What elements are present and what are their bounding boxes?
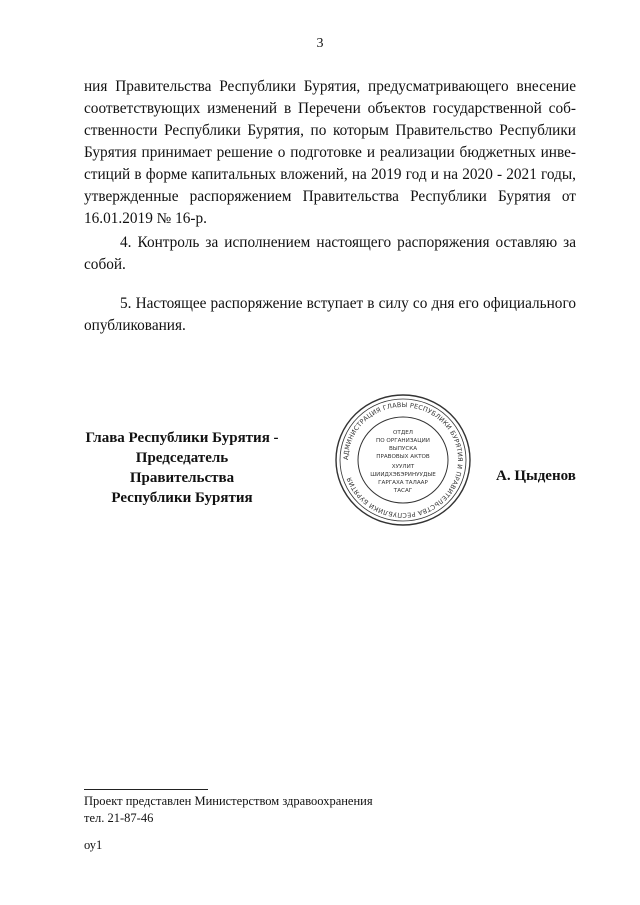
footnote-line: тел. 21-87-46 (84, 811, 154, 825)
seal-inner-line: ПРАВОВЫХ АКТОВ (376, 454, 430, 460)
signatory-title-line: Республики Бурятия (111, 490, 253, 506)
paragraph-item-5 (84, 293, 576, 337)
seal-inner-line: ШИИДХЭБЭРИНУУДЫЕ (370, 472, 436, 478)
text-line: соответствующих изменений в Перечени объектов государственной соб- (84, 100, 576, 117)
text-line: собой. (84, 256, 126, 273)
seal-inner-line: ПО ОРГАНИЗАЦИИ (376, 438, 430, 444)
text-line: 16.01.2019 № 16-р. (84, 210, 207, 227)
page-number: 3 (316, 36, 324, 51)
seal-inner-line: ХУУЛИТ (391, 464, 415, 470)
seal-inner-line: ОТДЕЛ (393, 430, 413, 436)
text-line: стиций в форме капитальных вложений, на 2019 год и на 2020 - 2021 годы, (84, 166, 576, 183)
official-seal-stamp (333, 392, 473, 528)
text-line: опубликования. (84, 317, 186, 334)
paragraph-item-4 (84, 232, 576, 276)
footnote-line: Проект представлен Министерством здравоохранения (84, 794, 373, 808)
seal-inner-line: ТАСАГ (393, 488, 413, 494)
text-line: утвержденные распоряжением Правительства Республики Бурятия от (84, 188, 576, 205)
footnote (84, 793, 373, 827)
document-code: оу1 (84, 838, 103, 852)
signatory-title (82, 428, 282, 508)
text-line: ственности Республики Бурятия, по которым Правительство Республики (84, 122, 576, 139)
text-line: 4. Контроль за исполнением настоящего распоряжения оставляю за (120, 234, 576, 251)
signatory-title-line: Председатель Правительства (129, 450, 235, 486)
text-line: Бурятия принимает решение о подготовке и реализации бюджетных инве- (84, 144, 576, 161)
text-line: ния Правительства Республики Бурятия, предусматривающего внесение (84, 78, 576, 95)
signatory-title-line: Глава Республики Бурятия - (85, 430, 279, 446)
seal-inner-line: ГАРГАХА ТАЛААР (378, 480, 428, 486)
signatory-name: А. Цыденов (496, 468, 576, 484)
text-line: 5. Настоящее распоряжение вступает в силу со дня его официального (120, 295, 576, 312)
footnote-divider (84, 789, 208, 790)
paragraph-continuation (84, 76, 576, 230)
seal-ring-text: АДМИНИСТРАЦИЯ ГЛАВЫ РЕСПУБЛИКИ БУРЯТИЯ И ПРАВИТЕЛЬСТВА РЕСПУБЛИКИ БУРЯТИЯ (341, 400, 465, 520)
seal-inner-line: ВЫПУСКА (388, 446, 418, 452)
